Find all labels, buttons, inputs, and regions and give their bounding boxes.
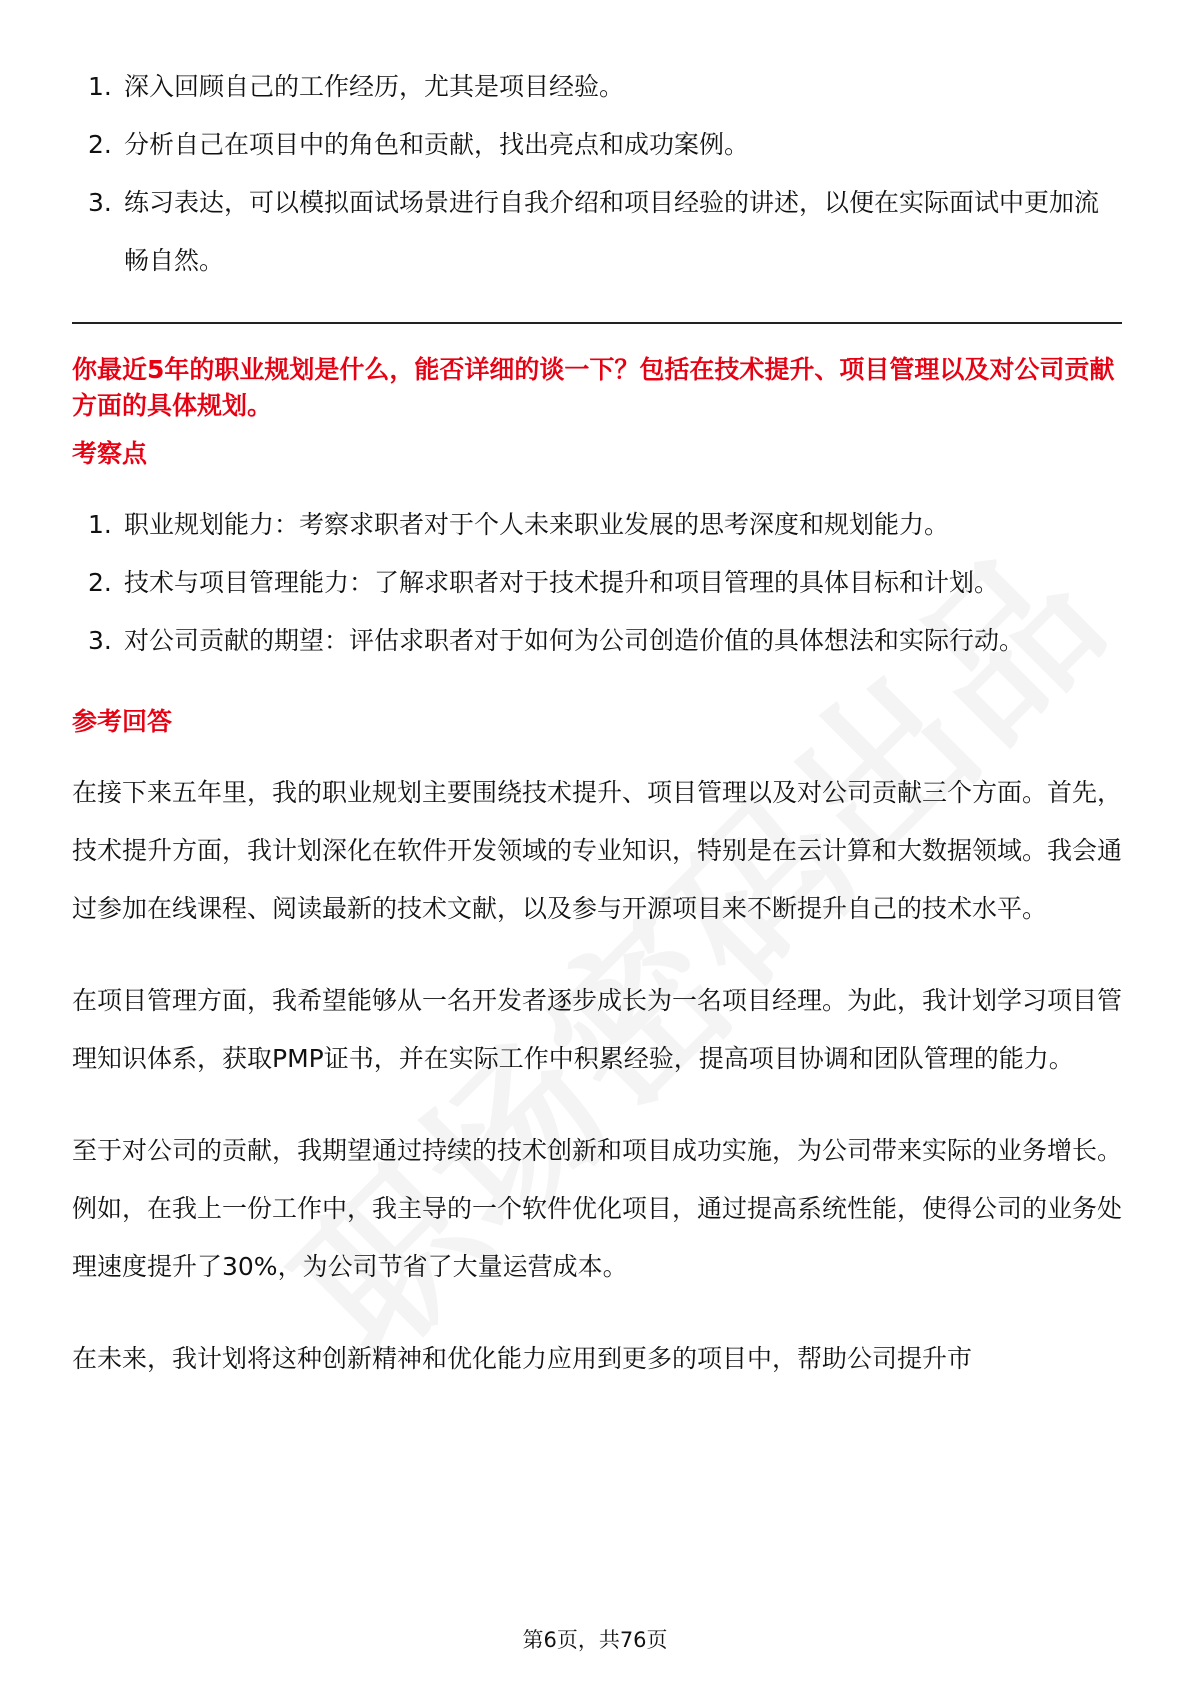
list-item-number: 1. <box>88 72 112 101</box>
list-item-text: 职业规划能力：考察求职者对于个人未来职业发展的思考深度和规划能力。 <box>124 510 950 539</box>
list-item <box>72 58 1122 116</box>
answer-heading: 参考回答 <box>72 707 173 736</box>
answer-paragraph: 在未来，我计划将这种创新精神和优化能力应用到更多的项目中，帮助公司提升市 <box>72 1344 973 1373</box>
answer-paragraph: 至于对公司的贡献，我期望通过持续的技术创新和项目成功实施，为公司带来实际的业务增长。例如，在我上一份工作中，我主导的一个软件优化项目，通过提高系统性能，使得公司的业务处理速度提升了30%，为公司节省了大量运营成本。 <box>72 1136 1123 1281</box>
list-item <box>72 174 1122 290</box>
list-item-number: 2. <box>88 130 112 159</box>
focus-heading: 考察点 <box>72 439 148 468</box>
list-item-text: 技术与项目管理能力：了解求职者对于技术提升和项目管理的具体目标和计划。 <box>124 568 1000 597</box>
list-item-number: 3. <box>88 626 112 655</box>
interview-question: 你最近5年的职业规划是什么，能否详细的谈一下？包括在技术提升、项目管理以及对公司贡献方面的具体规划。 <box>72 355 1115 420</box>
section-divider <box>72 322 1122 324</box>
list-item-text: 练习表达，可以模拟面试场景进行自我介绍和项目经验的讲述，以便在实际面试中更加流畅自然。 <box>124 188 1100 275</box>
answer-paragraph: 在项目管理方面，我希望能够从一名开发者逐步成长为一名项目经理。为此，我计划学习项目管理知识体系，获取PMP证书，并在实际工作中积累经验，提高项目协调和团队管理的能力。 <box>72 986 1123 1073</box>
list-item-number: 2. <box>88 568 112 597</box>
list-item <box>72 612 1122 670</box>
answer-paragraph: 在接下来五年里，我的职业规划主要围绕技术提升、项目管理以及对公司贡献三个方面。首先，技术提升方面，我计划深化在软件开发领域的专业知识，特别是在云计算和大数据领域。我会通过参加在线课程、阅读最新的技术文献，以及参与开源项目来不断提升自己的技术水平。 <box>72 778 1123 923</box>
list-item-number: 1. <box>88 510 112 539</box>
list-item <box>72 116 1122 174</box>
list-item <box>72 496 1122 554</box>
list-item-number: 3. <box>88 188 112 217</box>
page-number-footer: 第6页，共76页 <box>522 1628 668 1652</box>
focus-list <box>72 496 1122 670</box>
list-item-text: 对公司贡献的期望：评估求职者对于如何为公司创造价值的具体想法和实际行动。 <box>124 626 1025 655</box>
list-item-text: 深入回顾自己的工作经历，尤其是项目经验。 <box>124 72 625 101</box>
list-item <box>72 554 1122 612</box>
top-list <box>72 58 1122 290</box>
page-content <box>72 58 1122 1422</box>
list-item-text: 分析自己在项目中的角色和贡献，找出亮点和成功案例。 <box>124 130 750 159</box>
